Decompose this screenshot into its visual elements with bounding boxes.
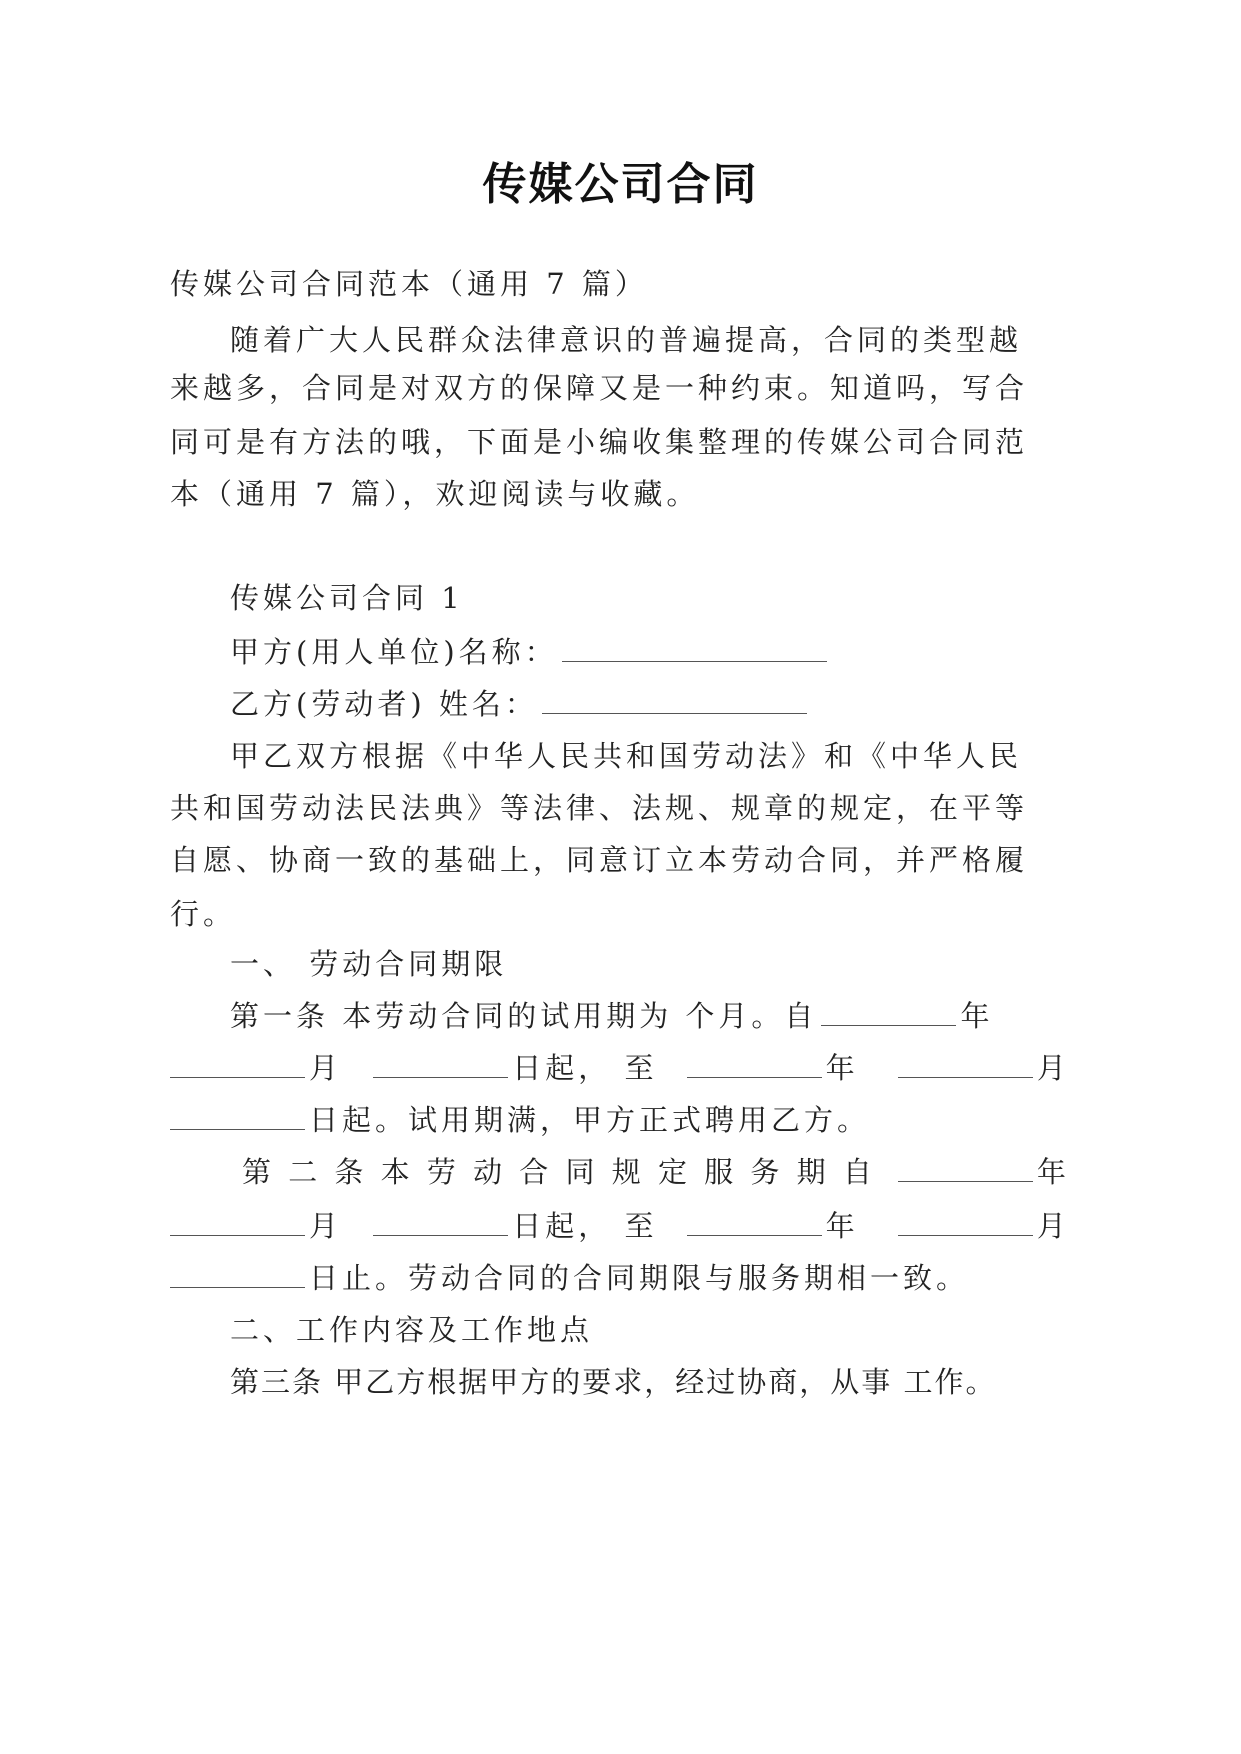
article-1-end: 日起。试用期满，甲方正式聘用乙方。	[309, 1103, 871, 1137]
date-blank	[821, 997, 956, 1026]
article-2-line-1	[242, 1152, 1070, 1192]
party-b-label: 乙方(劳动者) 姓名：	[230, 687, 538, 721]
year-label: 年	[960, 999, 994, 1033]
month-label: 月	[1036, 1209, 1070, 1243]
basis-line-4: 行。	[170, 897, 237, 931]
party-a-blank	[562, 633, 827, 662]
intro-line-4: 本（通用 7 篇），欢迎阅读与收藏。	[170, 477, 700, 511]
date-blank	[898, 1207, 1033, 1236]
document-title: 传媒公司合同	[482, 159, 759, 210]
party-b-line	[230, 684, 811, 724]
day-from-label: 日起， 至	[512, 1209, 658, 1243]
month-label: 月	[309, 1209, 343, 1243]
article-2-text: 第 二 条 本 劳 动 合 同 规 定 服 务 期 自	[242, 1155, 876, 1189]
year-label: 年	[825, 1209, 859, 1243]
article-2-end: 日止。劳动合同的合同期限与服务期相一致。	[309, 1261, 970, 1295]
section-heading-2: 二、工作内容及工作地点	[230, 1313, 594, 1347]
contract-heading: 传媒公司合同 1	[230, 581, 464, 615]
date-blank	[170, 1207, 305, 1236]
basis-line-1: 甲乙双方根据《中华人民共和国劳动法》和《中华人民	[230, 739, 1023, 773]
section-heading-1: 一、 劳动合同期限	[230, 947, 508, 981]
date-blank	[170, 1259, 305, 1288]
date-blank	[898, 1049, 1033, 1078]
date-blank	[373, 1207, 508, 1236]
party-a-line	[230, 632, 831, 672]
date-blank	[170, 1049, 305, 1078]
intro-line-3: 同可是有方法的哦，下面是小编收集整理的传媒公司合同范	[170, 425, 1029, 459]
article-1-line-3	[170, 1100, 870, 1140]
month-label: 月	[1036, 1051, 1070, 1085]
intro-line-2: 来越多，合同是对双方的保障又是一种约束。知道吗，写合	[170, 371, 1029, 405]
month-label: 月	[309, 1051, 343, 1085]
date-blank	[687, 1207, 822, 1236]
date-blank	[170, 1101, 305, 1130]
article-1-line-1	[230, 996, 993, 1036]
article-2-line-3	[170, 1258, 969, 1298]
party-a-label: 甲方(用人单位)名称：	[230, 635, 558, 669]
intro-line-1: 随着广大人民群众法律意识的普遍提高，合同的类型越	[230, 323, 1023, 357]
day-from-label: 日起， 至	[512, 1051, 658, 1085]
basis-line-3: 自愿、协商一致的基础上，同意订立本劳动合同，并严格履	[170, 843, 1029, 877]
article-1-line-2	[170, 1048, 1070, 1088]
year-label: 年	[1036, 1155, 1070, 1189]
article-3-line-1: 第三条 甲乙方根据甲方的要求，经过协商，从事 工作。	[230, 1365, 997, 1399]
article-1-text: 第一条 本劳动合同的试用期为 个月。自	[230, 999, 818, 1033]
date-blank	[687, 1049, 822, 1078]
year-label: 年	[825, 1051, 859, 1085]
date-blank	[898, 1153, 1033, 1182]
date-blank	[373, 1049, 508, 1078]
basis-line-2: 共和国劳动法民法典》等法律、法规、规章的规定，在平等	[170, 791, 1029, 825]
party-b-blank	[542, 685, 807, 714]
article-2-line-2	[170, 1206, 1070, 1246]
document-subtitle: 传媒公司合同范本（通用 7 篇）	[170, 267, 648, 301]
